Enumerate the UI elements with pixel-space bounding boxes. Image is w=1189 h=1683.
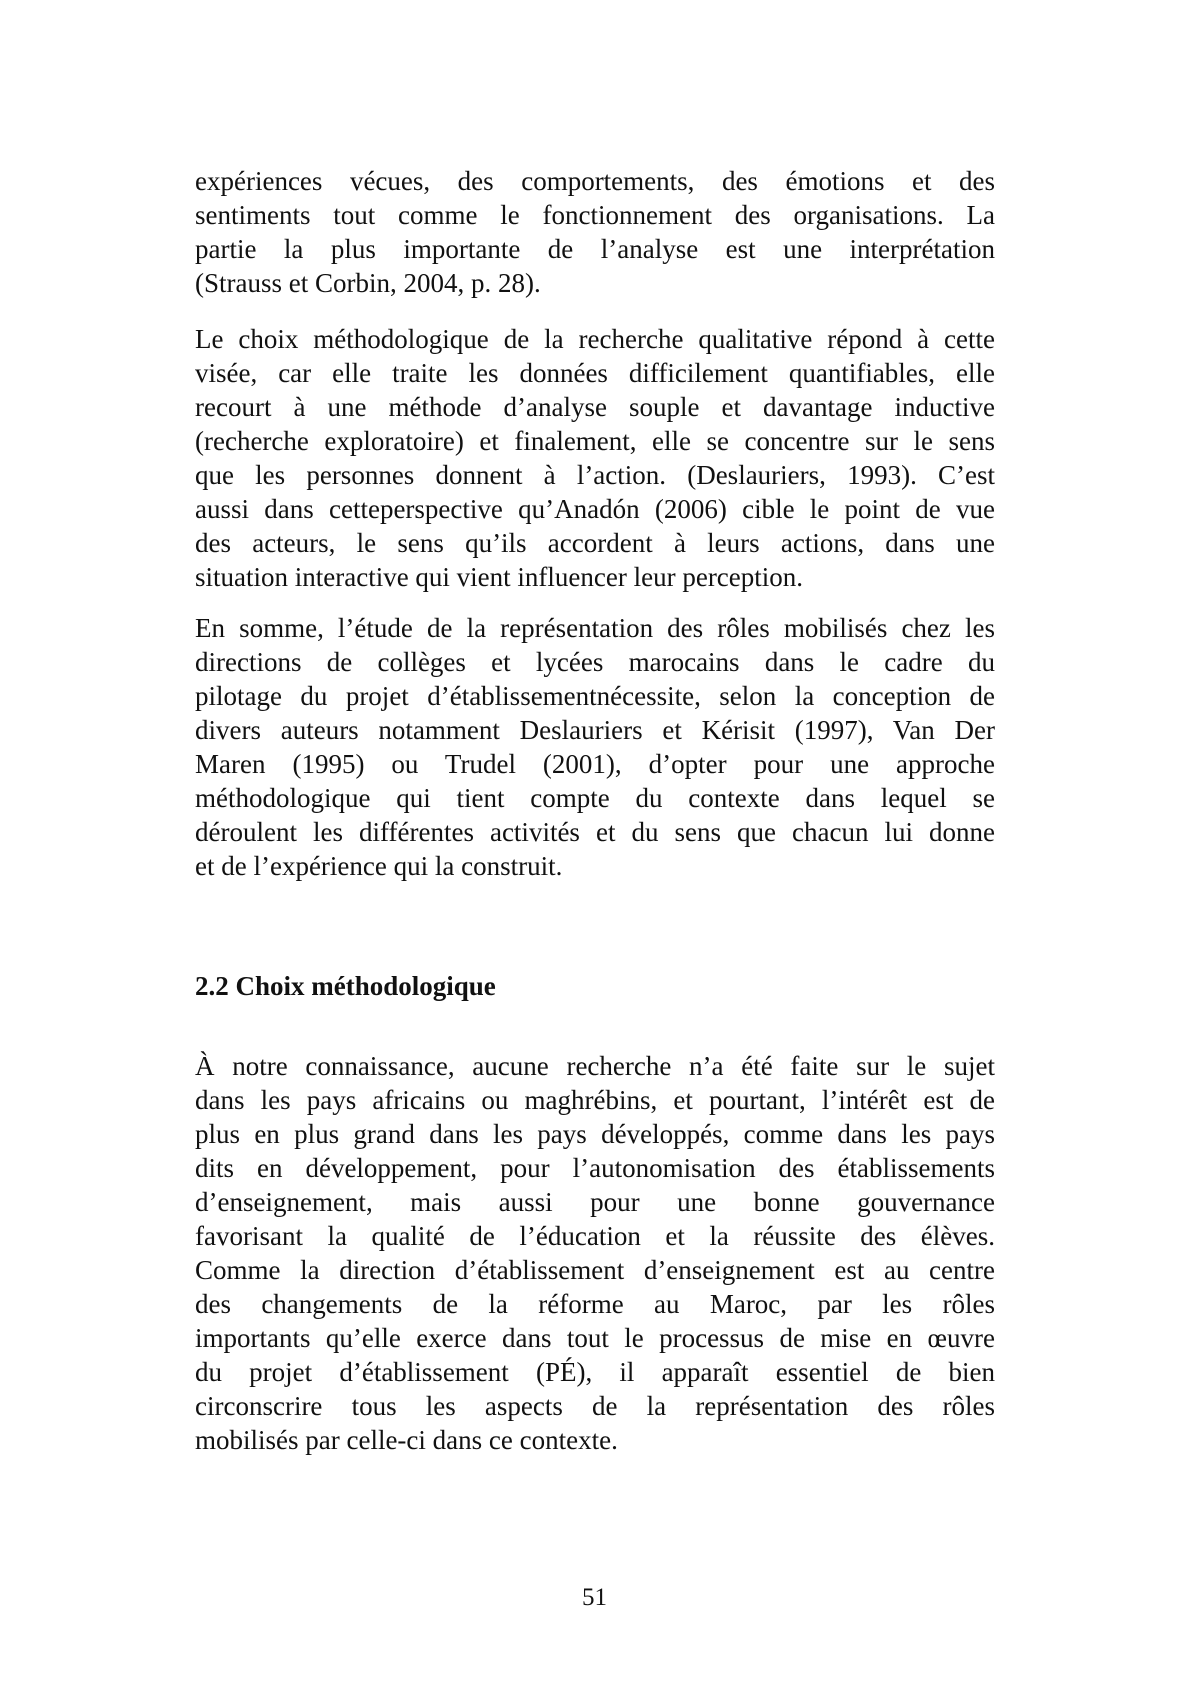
text-line: dits en développement, pour l’autonomisation des établissements [195, 1153, 995, 1183]
paragraph-1 [195, 164, 995, 300]
text-line: directions de collèges et lycées marocains dans le cadre du [195, 647, 995, 677]
page-number: 51 [582, 1584, 607, 1611]
text-line: En somme, l’étude de la représentation des rôles mobilisés chez les [195, 613, 995, 643]
text-line: expériences vécues, des comportements, des émotions et des [195, 166, 995, 196]
text-line: aussi dans cetteperspective qu’Anadón (2006) cible le point de vue [195, 494, 995, 524]
paragraph-3 [195, 611, 995, 883]
text-line: mobilisés par celle-ci dans ce contexte. [195, 1425, 618, 1455]
text-line: des changements de la réforme au Maroc, par les rôles [195, 1289, 995, 1319]
text-line: du projet d’établissement (PÉ), il apparaît essentiel de bien [195, 1357, 995, 1387]
text-line: méthodologique qui tient compte du contexte dans lequel se [195, 783, 995, 813]
text-line: divers auteurs notamment Deslauriers et Kérisit (1997), Van Der [195, 715, 995, 745]
text-line: des acteurs, le sens qu’ils accordent à leurs actions, dans une [195, 528, 995, 558]
text-line: circonscrire tous les aspects de la représentation des rôles [195, 1391, 995, 1421]
text-line: sentiments tout comme le fonctionnement des organisations. La [195, 200, 995, 230]
text-line: pilotage du projet d’établissementnécessite, selon la conception de [195, 681, 995, 711]
text-line: Le choix méthodologique de la recherche qualitative répond à cette [195, 324, 995, 354]
section-heading: 2.2 Choix méthodologique [195, 971, 496, 1001]
text-line: d’enseignement, mais aussi pour une bonne gouvernance [195, 1187, 995, 1217]
text-line: Maren (1995) ou Trudel (2001), d’opter pour une approche [195, 749, 995, 779]
text-line: partie la plus importante de l’analyse est une interprétation [195, 234, 995, 264]
text-line: et de l’expérience qui la construit. [195, 851, 563, 881]
text-line: recourt à une méthode d’analyse souple et davantage inductive [195, 392, 995, 422]
text-line: plus en plus grand dans les pays développés, comme dans les pays [195, 1119, 995, 1149]
paragraph-2 [195, 322, 995, 594]
paragraph-4 [195, 1049, 995, 1457]
text-line: importants qu’elle exerce dans tout le processus de mise en œuvre [195, 1323, 995, 1353]
text-line: (Strauss et Corbin, 2004, p. 28). [195, 268, 541, 298]
text-line: dans les pays africains ou maghrébins, et pourtant, l’intérêt est de [195, 1085, 995, 1115]
text-line: situation interactive qui vient influencer leur perception. [195, 562, 804, 592]
text-line: visée, car elle traite les données difficilement quantifiables, elle [195, 358, 995, 388]
text-line: favorisant la qualité de l’éducation et la réussite des élèves. [195, 1221, 995, 1251]
text-line: que les personnes donnent à l’action. (Deslauriers, 1993). C’est [195, 460, 995, 490]
text-line: déroulent les différentes activités et du sens que chacun lui donne [195, 817, 995, 847]
text-line: Comme la direction d’établissement d’enseignement est au centre [195, 1255, 995, 1285]
text-line: À notre connaissance, aucune recherche n’a été faite sur le sujet [195, 1051, 995, 1081]
text-line: (recherche exploratoire) et finalement, elle se concentre sur le sens [195, 426, 995, 456]
